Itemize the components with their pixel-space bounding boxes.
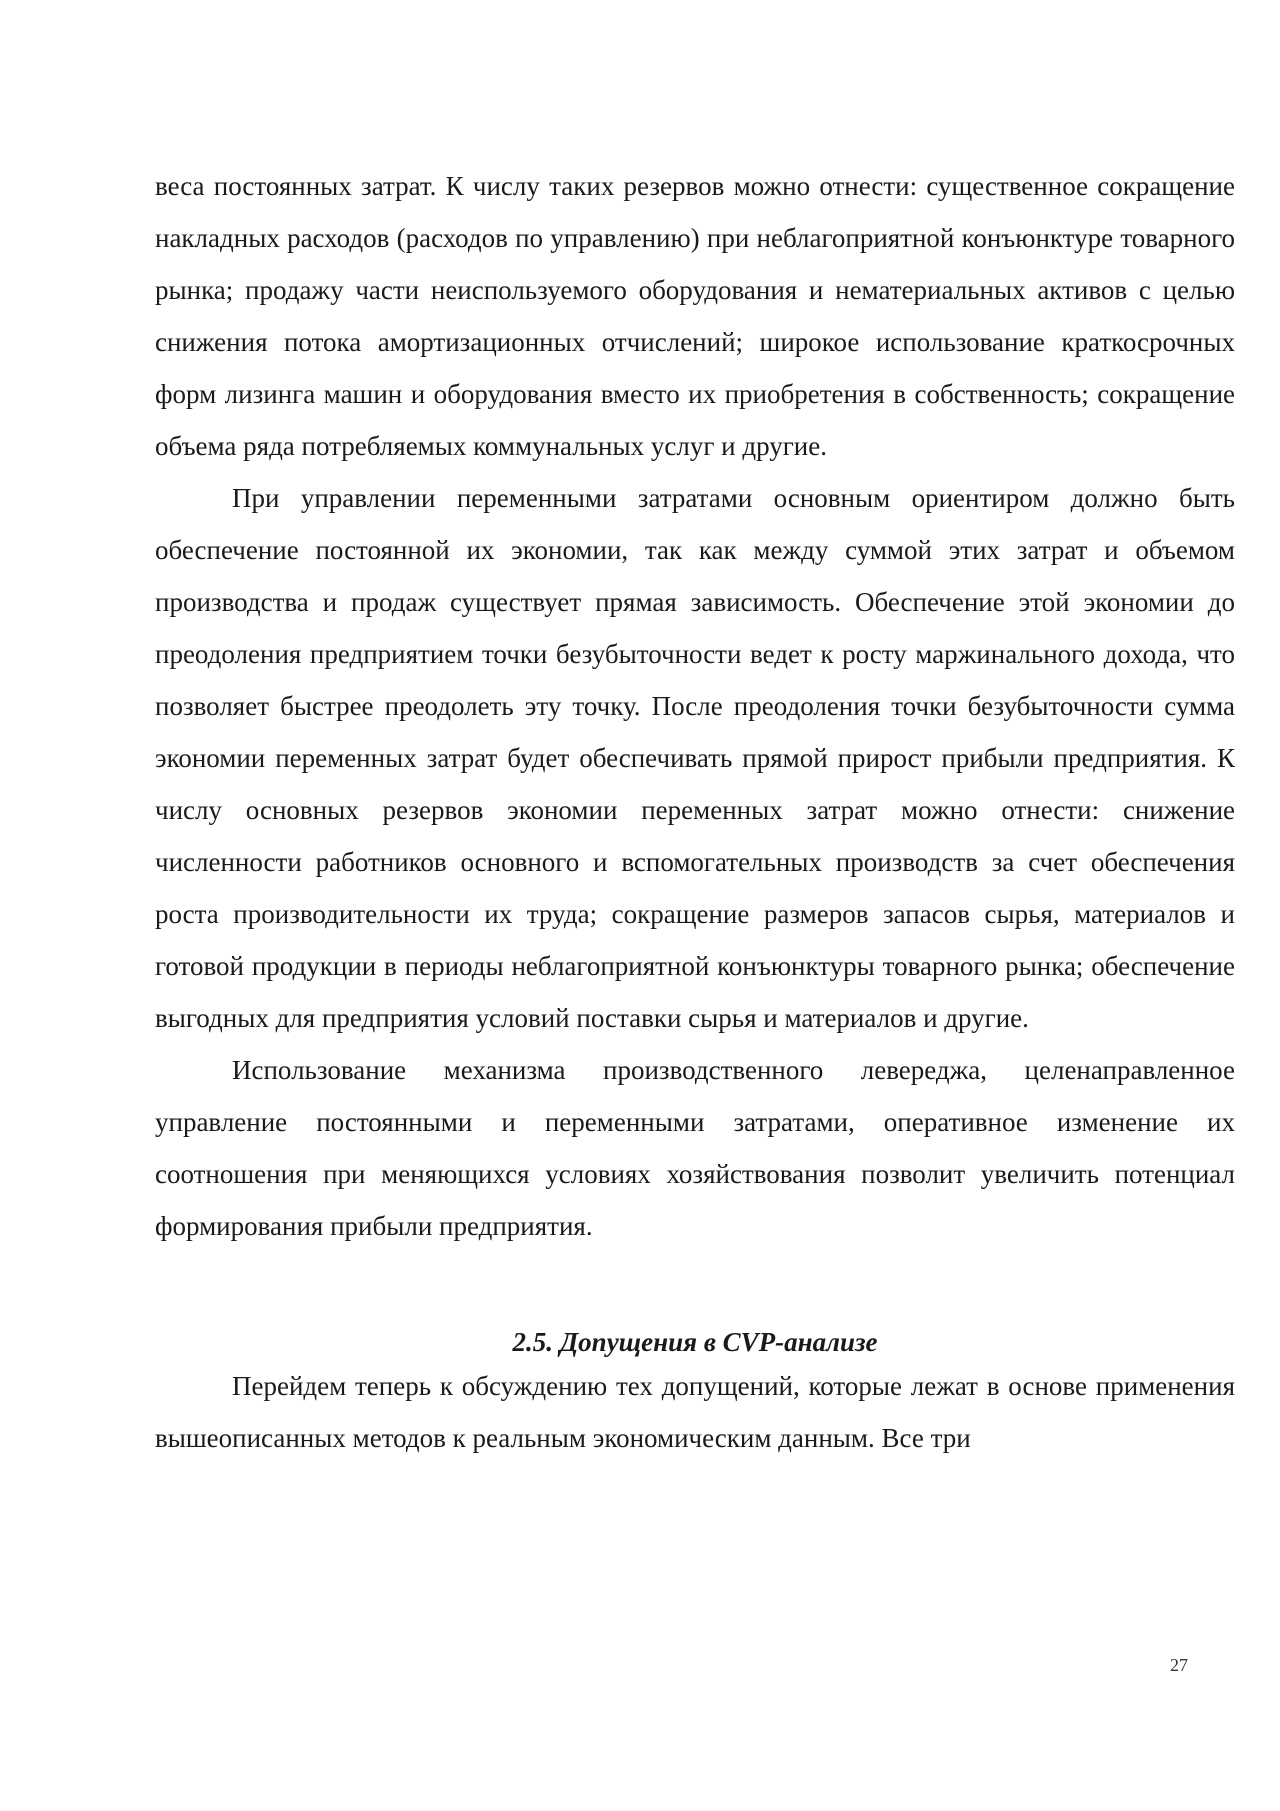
paragraph-fixed-costs: веса постоянных затрат. К числу таких резервов можно отнести: существенное сокращение накладных расходов (расходов по управлению) при неблагоприятной конъюнктуре товарного рынка; продажу части неиспользуемого оборудования и нематериальных активов с целью снижения потока амортизационных отчислений; широкое использование краткосрочных форм лизинга машин и оборудования вместо их приобретения в собственность; сокращение объема ряда потребляемых коммунальных услуг и другие. — [155, 171, 1235, 461]
document-page — [155, 160, 1235, 1464]
paragraph-assumptions: Перейдем теперь к обсуждению тех допущений, которые лежат в основе применения вышеописанных методов к реальным экономическим данным. Все три — [155, 1371, 1235, 1453]
paragraph-leverage: Использование механизма производственного левереджа, целенаправленное управление постоянными и переменными затратами, оперативное изменение их соотношения при меняющихся условиях хозяйствования позволит увеличить потенциал формирования прибыли предприятия. — [155, 1055, 1235, 1241]
page-number: 27 — [1170, 1655, 1188, 1675]
section-heading: 2.5. Допущения в CVP-анализе — [512, 1327, 878, 1357]
paragraph-variable-costs: При управлении переменными затратами основным ориентиром должно быть обеспечение постоянной их экономии, так как между суммой этих затрат и объемом производства и продаж существует прямая зависимость. Обеспечение этой экономии до преодоления предприятием точки безубыточности ведет к росту маржинального дохода, что позволяет быстрее преодолеть эту точку. После преодоления точки безубыточности сумма экономии переменных затрат будет обеспечивать прямой прирост прибыли предприятия. К числу основных резервов экономии переменных затрат можно отнести: снижение численности работников основного и вспомогательных производств за счет обеспечения роста производительности их труда; сокращение размеров запасов сырья, материалов и готовой продукции в периоды неблагоприятной конъюнктуры товарного рынка; обеспечение выгодных для предприятия условий поставки сырья и материалов и другие. — [155, 483, 1235, 1033]
